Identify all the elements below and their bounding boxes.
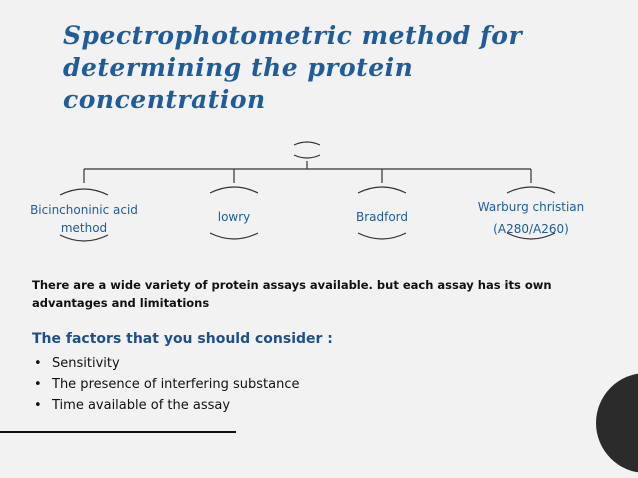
node-1-top <box>60 189 108 195</box>
slide-title: Spectrophotometric method for determining the protein concentration <box>63 21 523 114</box>
root-node-bottom <box>294 155 320 158</box>
intro-text: There are a wide variety of protein assays available. but each assay has its own advantages and limitations <box>32 278 552 310</box>
method-node-bca <box>14 201 154 237</box>
method-node-warburg-line2: (A280/A260) <box>493 222 569 236</box>
method-node-lowry <box>184 208 284 226</box>
node-4-top <box>507 187 555 193</box>
root-node <box>294 142 320 145</box>
factor-item: • Time available of the assay <box>32 395 300 416</box>
method-node-bca-line2: method <box>60 221 108 235</box>
method-node-bradford <box>332 208 432 226</box>
factor-item: • The presence of interfering substance <box>32 374 300 395</box>
corner-circle-decoration <box>596 373 638 473</box>
node-2-top <box>210 187 258 193</box>
method-tree <box>0 135 638 255</box>
factors-list <box>32 353 300 416</box>
method-node-bradford-line1: Bradford <box>355 210 409 224</box>
method-node-lowry-line1: lowry <box>217 210 251 224</box>
underline-rule <box>0 431 236 433</box>
node-2-bottom <box>210 233 258 239</box>
method-node-warburg <box>461 196 601 240</box>
factor-item: • Sensitivity <box>32 353 300 374</box>
method-node-bca-line1: Bicinchoninic acid <box>30 203 138 217</box>
factors-heading: The factors that you should consider : <box>32 331 333 347</box>
node-3-top <box>358 187 406 193</box>
method-node-warburg-line1: Warburg christian <box>477 200 585 214</box>
node-3-bottom <box>358 233 406 239</box>
